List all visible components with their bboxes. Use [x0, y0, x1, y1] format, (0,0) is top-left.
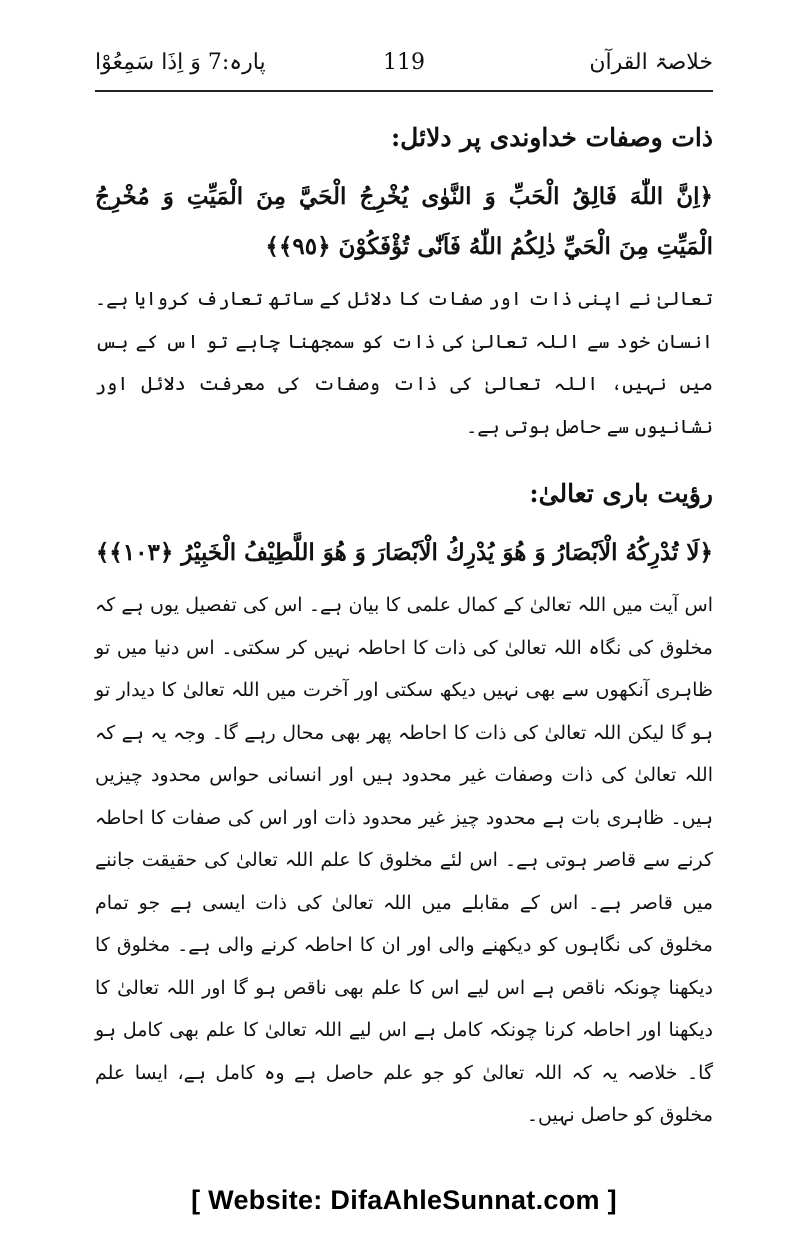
page-number: 119 — [383, 49, 425, 75]
header-divider — [95, 90, 713, 92]
paragraph-ruyat: اس آیت میں اللہ تعالیٰ کے کمال علمی کا بیان ہے۔ اس کی تفصیل یوں ہے کہ مخلوق کی نگاہ اللہ تعالیٰ کی ذات کا احاطہ نہیں کر سکتی۔ اس دنیا میں تو ظاہری آنکھوں سے بھی نہیں دیکھ سکتی اور آخرت میں اللہ تعالیٰ کا دیدار تو ہو گا لیکن اللہ تعالیٰ کی ذات کا احاطہ پھر بھی محال رہے گا۔ وجہ یہ ہے کہ اللہ تعالیٰ کی ذات وصفات غیر محدود ہیں اور انسانی حواس محدود چیزیں ہیں۔ ظاہری بات ہے محدود چیز غیر محدود ذات اور اس کی صفات کا احاطہ کرنے سے قاصر ہوتی ہے۔ اس لئے مخلوق کا علم اللہ تعالیٰ کی حقیقت جاننے میں قاصر ہے۔ اس کے مقابلے میں اللہ تعالیٰ کی ذات ایسی ہے جو تمام مخلوق کی نگاہوں کو دیکھنے والی اور ان کا احاطہ کرنے والی ہے۔ مخلوق کا دیکھنا چونکہ ناقص ہے اس لیے اس کا علم بھی ناقص ہو گا اور اللہ تعالیٰ کا دیکھنا اور احاطہ کرنا چونکہ کامل ہے اس لیے اللہ تعالیٰ کا علم بھی کامل ہو گا۔ خلاصہ یہ کہ اللہ تعالیٰ کو جو علم حاصل ہے وہ کامل ہے، ایسا علم مخلوق کو حاصل نہیں۔ — [95, 594, 713, 1126]
para-label: پارہ:7 وَ اِذَا سَمِعُوْا — [95, 49, 266, 75]
quran-verse-95: ﴿اِنَّ اللّٰهَ فَالِقُ الْحَبِّ وَ النَّوٰى يُخْرِجُ الْحَيَّ مِنَ الْمَيِّتِ وَ مُخْرِجُ الْمَيِّتِ مِنَ الْحَيِّ ذٰلِكُمُ اللّٰهُ فَاَنّٰى تُؤْفَكُوْنَ ﴿٩٥﴾﴾ — [95, 183, 713, 260]
page-header — [95, 42, 713, 82]
quran-verse-103: ﴿لَا تُدْرِكُهُ الْاَبْصَارُ وَ هُوَ يُدْرِكُ الْاَبْصَارَ وَ هُوَ اللَّطِيْفُ الْخَبِيْرُ ﴿١٠٣﴾﴾ — [95, 539, 713, 566]
paragraph-dalail: تعالیٰ نے اپنی ذات اور صفات کا دلائل کے ساتھ تعارف کروایا ہے۔ انسان خود سے اللہ تعالیٰ کی ذات کو سمجھنا چاہے تو اس کے بس میں نہیں، اللہ تعالیٰ کی ذات وصفات کی معرفت دلائل اور نشانیوں سے حاصل ہوتی ہے۔ — [95, 288, 713, 438]
page-content — [95, 100, 713, 1137]
website-watermark: [ Website: DifaAhleSunnat.com ] — [191, 1185, 617, 1215]
book-title: خلاصۃ القرآن — [589, 49, 713, 75]
section-heading-ruyat: رؤیت باری تعالیٰ: — [529, 479, 713, 508]
section-heading-dalail: ذات وصفات خداوندی پر دلائل: — [390, 123, 713, 152]
